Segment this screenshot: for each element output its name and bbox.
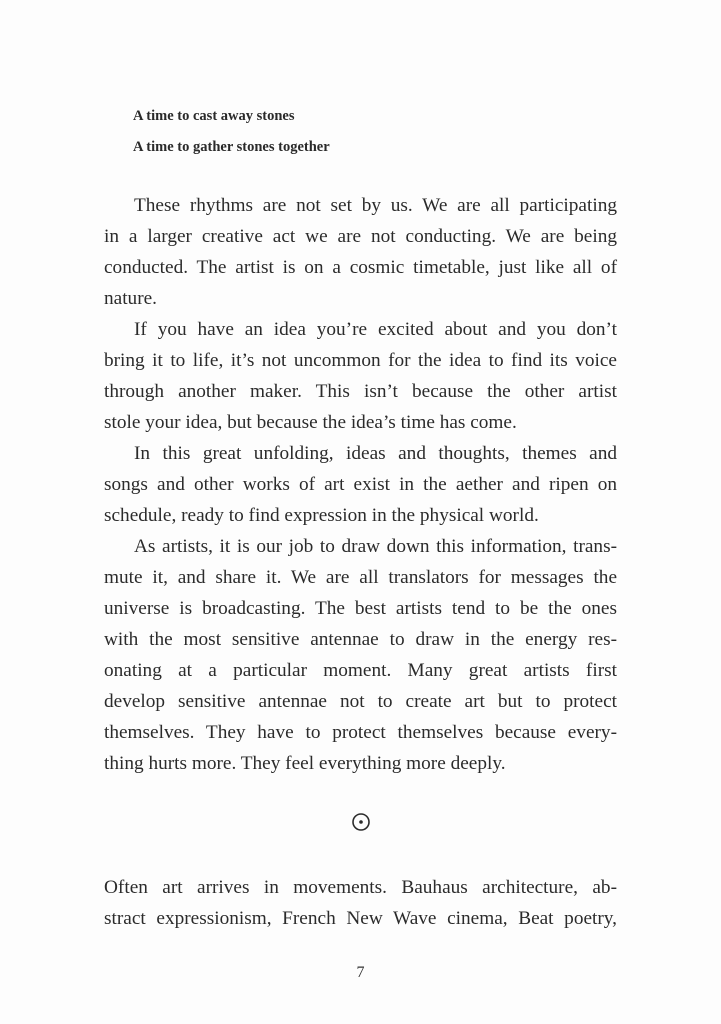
text-line: Often art arrives in movements. Bauhaus architecture, ab- [104,877,617,898]
text-line: If you have an idea you’re excited about and you don’t [134,319,617,340]
section-start [104,872,617,934]
paragraph-artists [104,531,617,779]
text-line: stole your idea, but because the idea’s time has come. [104,412,517,433]
epigraph-line: A time to cast away stones [133,108,295,124]
text-line: universe is broadcasting. The best artists tend to be the ones [104,598,617,619]
text-line: with the most sensitive antennae to draw in the energy res- [104,629,617,650]
paragraph-idea [104,314,617,438]
paragraph-movements [104,872,617,934]
body-text [104,190,617,779]
paragraph-rhythms [104,190,617,314]
text-line: bring it to life, it’s not uncommon for the idea to find its voice [104,350,617,371]
text-line: In this great unfolding, ideas and thoughts, themes and [134,443,617,464]
text-line: nature. [104,288,157,309]
text-line: conducted. The artist is on a cosmic timetable, just like all of [104,257,617,278]
text-line: As artists, it is our job to draw down this information, trans- [134,536,617,557]
text-line: These rhythms are not set by us. We are all participating [134,195,617,216]
text-line: onating at a particular moment. Many great artists first [104,660,617,681]
text-line: themselves. They have to protect themselves because every- [104,722,617,743]
text-line: develop sensitive antennae not to create art but to protect [104,691,617,712]
text-line: stract expressionism, French New Wave cinema, Beat poetry, [104,908,617,929]
epigraph [133,101,613,163]
text-line: through another maker. This isn’t because the other artist [104,381,617,402]
text-line: in a larger creative act we are not conducting. We are being [104,226,617,247]
text-line: mute it, and share it. We are all translators for messages the [104,567,617,588]
epigraph-line: A time to gather stones together [133,139,330,155]
paragraph-unfolding [104,438,617,531]
text-line: schedule, ready to find expression in the physical world. [104,505,539,526]
page-number: 7 [356,964,365,981]
text-line: thing hurts more. They feel everything more deeply. [104,753,506,774]
text-line: songs and other works of art exist in the aether and ripen on [104,474,617,495]
circled-dot-icon [351,812,371,832]
